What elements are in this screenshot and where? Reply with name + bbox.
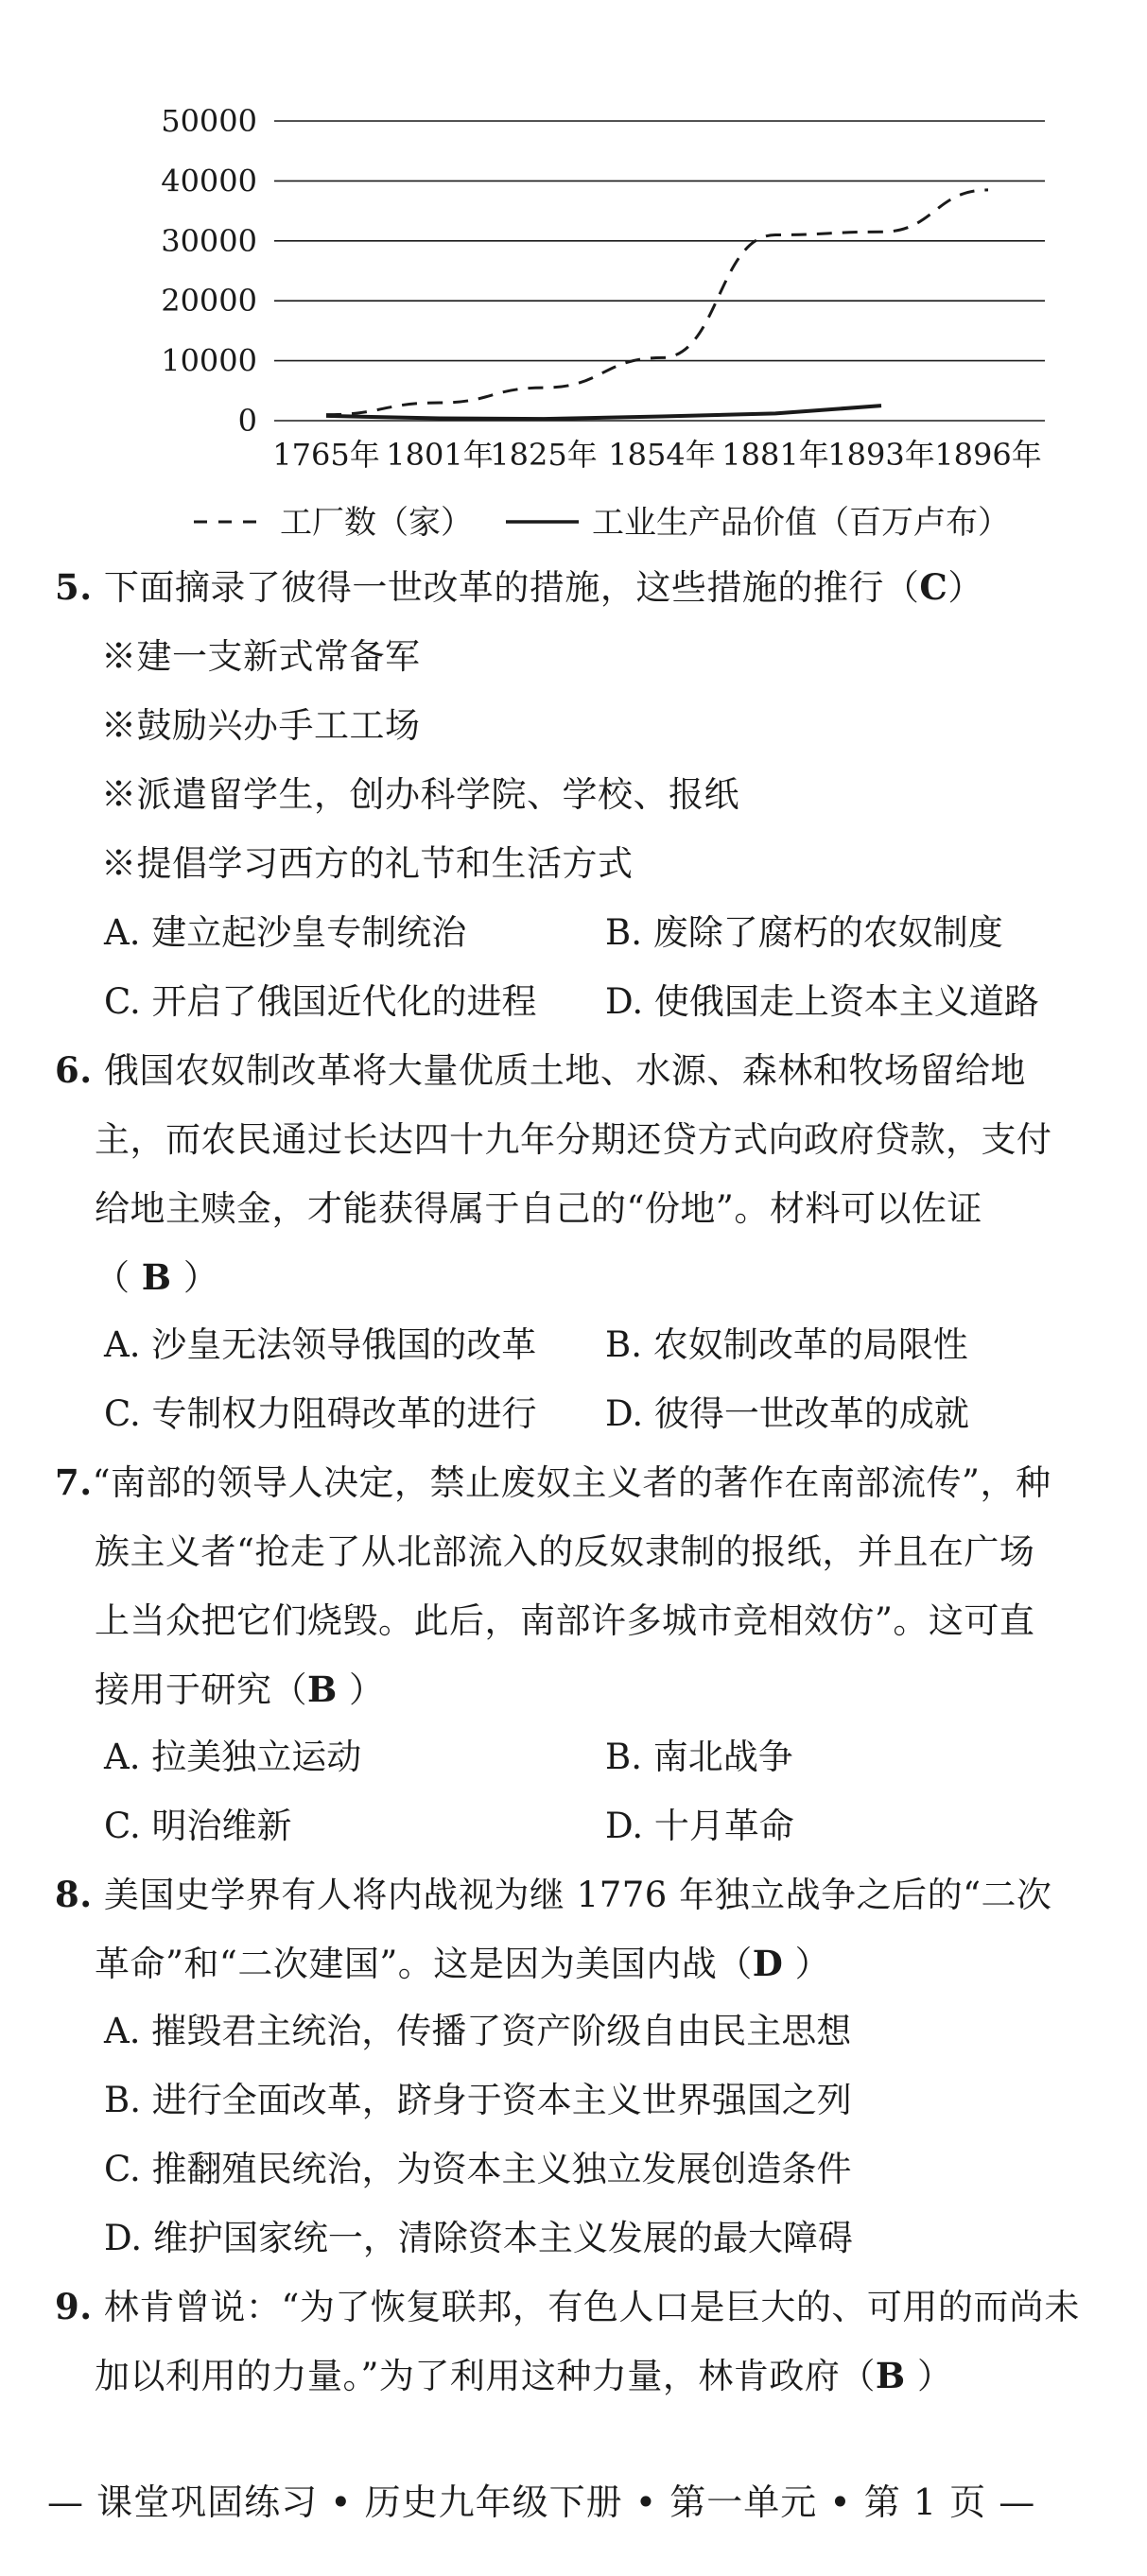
question-text: 上当众把它们烧毁。此后，南部许多城市竞相效仿”。这可直 (95, 1600, 1035, 1641)
option-b: B. 农奴制改革的局限性 (605, 1324, 968, 1365)
y-tick-label: 30000 (161, 222, 257, 259)
option-a: A. 拉美独立运动 (104, 1737, 362, 1777)
y-tick-label: 20000 (161, 283, 257, 320)
line-chart (0, 0, 1147, 567)
x-tick-label: 1854年 (608, 437, 716, 473)
answer-close: ） (794, 1944, 831, 1984)
answer-letter: D (752, 1943, 784, 1984)
option-d: D. 维护国家统一，清除资本主义发展的最大障碍 (104, 2218, 853, 2258)
question-number: 5. (55, 566, 93, 608)
legend-label-factories: 工厂数（家） (280, 504, 473, 542)
answer-letter: C (919, 566, 948, 608)
question-text: 族主义者“抢走了从北部流入的反奴隶制的报纸，并且在广场 (95, 1531, 1035, 1572)
y-tick-label: 40000 (161, 163, 257, 199)
option-a: A. 摧毁君主统治，传播了资产阶级自由民主思想 (104, 2011, 852, 2051)
question-text: 加以利用的力量。”为了利用这种力量，林肯政府（ (95, 2356, 876, 2396)
x-tick-label: 1765年 (272, 437, 380, 473)
question-text: “南部的领导人决定，禁止废奴主义者的著作在南部流传”，种 (92, 1462, 1051, 1503)
x-tick-label: 1893年 (827, 437, 935, 473)
option-c: C. 专制权力阻碍改革的进行 (104, 1393, 537, 1434)
question-text: 林肯曾说：“为了恢复联邦，有色人口是巨大的、可用的而尚未 (103, 2287, 1080, 2327)
question-number: 6. (55, 1049, 93, 1091)
measure-item: ※建一支新式常备军 (101, 636, 421, 677)
question-text-with-answer (95, 2355, 953, 2396)
measure-item: ※派遣留学生，创办科学院、学校、报纸 (101, 774, 739, 815)
x-tick-label: 1825年 (490, 437, 598, 473)
y-tick-label: 10000 (161, 342, 257, 379)
answer-bracket (95, 1256, 219, 1298)
series-line-output-value (326, 406, 881, 419)
question-text: 美国史学界有人将内战视为继 1776 年独立战争之后的“二次 (103, 1875, 1052, 1915)
series-line-factories (326, 190, 988, 415)
y-axis-ticks (161, 103, 257, 439)
answer-letter: B (141, 1256, 172, 1298)
measure-item: ※提倡学习西方的礼节和生活方式 (101, 843, 634, 884)
question-8-stem (55, 1874, 1052, 1915)
answer-letter: B (307, 1668, 338, 1710)
page-footer: — 课堂巩固练习 • 历史九年级下册 • 第一单元 • 第 1 页 — (47, 2481, 1036, 2523)
chart-series (326, 190, 988, 419)
question-text-with-answer (95, 1943, 831, 1984)
question-number: 9. (55, 2286, 93, 2327)
y-tick-label: 0 (237, 403, 257, 439)
chart-legend (194, 504, 1010, 542)
option-b: B. 进行全面改革，跻身于资本主义世界强国之列 (104, 2080, 852, 2120)
option-c: C. 开启了俄国近代化的进程 (104, 981, 537, 1022)
question-text: 给地主赎金，才能获得属于自己的“份地”。材料可以佐证 (95, 1188, 982, 1229)
x-tick-label: 1881年 (721, 437, 829, 473)
answer-open: （ (95, 1257, 130, 1298)
question-text: 俄国农奴制改革将大量优质土地、水源、森林和牧场留给地 (103, 1050, 1026, 1091)
option-d: D. 使俄国走上资本主义道路 (605, 981, 1039, 1022)
answer-letter: B (875, 2355, 906, 2396)
option-b: B. 废除了腐朽的农奴制度 (605, 912, 1003, 953)
question-5-stem (55, 566, 983, 608)
question-text-with-answer (95, 1668, 385, 1710)
grid-lines (274, 121, 1045, 421)
question-text: 革命”和“二次建国”。这是因为美国内战（ (95, 1944, 753, 1984)
x-tick-label: 1801年 (386, 437, 494, 473)
question-text: 接用于研究（ (95, 1669, 307, 1710)
question-number: 8. (55, 1874, 93, 1915)
answer-close: ） (947, 567, 983, 608)
question-9-stem (55, 2286, 1080, 2327)
option-d: D. 十月革命 (605, 1806, 794, 1846)
measure-item: ※鼓励兴办手工工场 (101, 705, 421, 746)
question-text: 主，而农民通过长达四十九年分期还贷方式向政府贷款，支付 (95, 1119, 1052, 1160)
question-7-stem (55, 1461, 1051, 1503)
option-c: C. 明治维新 (104, 1806, 292, 1846)
option-c: C. 推翻殖民统治，为资本主义独立发展创造条件 (104, 2149, 852, 2189)
y-tick-label: 50000 (161, 103, 257, 139)
legend-label-output-value: 工业生产品价值（百万卢布） (592, 504, 1010, 542)
question-number: 7. (55, 1461, 93, 1503)
option-a: A. 沙皇无法领导俄国的改革 (104, 1324, 537, 1365)
option-d: D. 彼得一世改革的成就 (605, 1393, 969, 1434)
option-b: B. 南北战争 (605, 1737, 793, 1777)
question-6-stem (55, 1049, 1026, 1091)
answer-close: ） (349, 1669, 385, 1710)
x-tick-label: 1896年 (934, 437, 1042, 473)
answer-close: ） (916, 2356, 953, 2396)
answer-close: ） (182, 1257, 219, 1298)
option-a: A. 建立起沙皇专制统治 (104, 912, 467, 953)
question-text: 下面摘录了彼得一世改革的措施，这些措施的推行（ (103, 567, 920, 608)
x-axis-ticks (272, 437, 1041, 473)
